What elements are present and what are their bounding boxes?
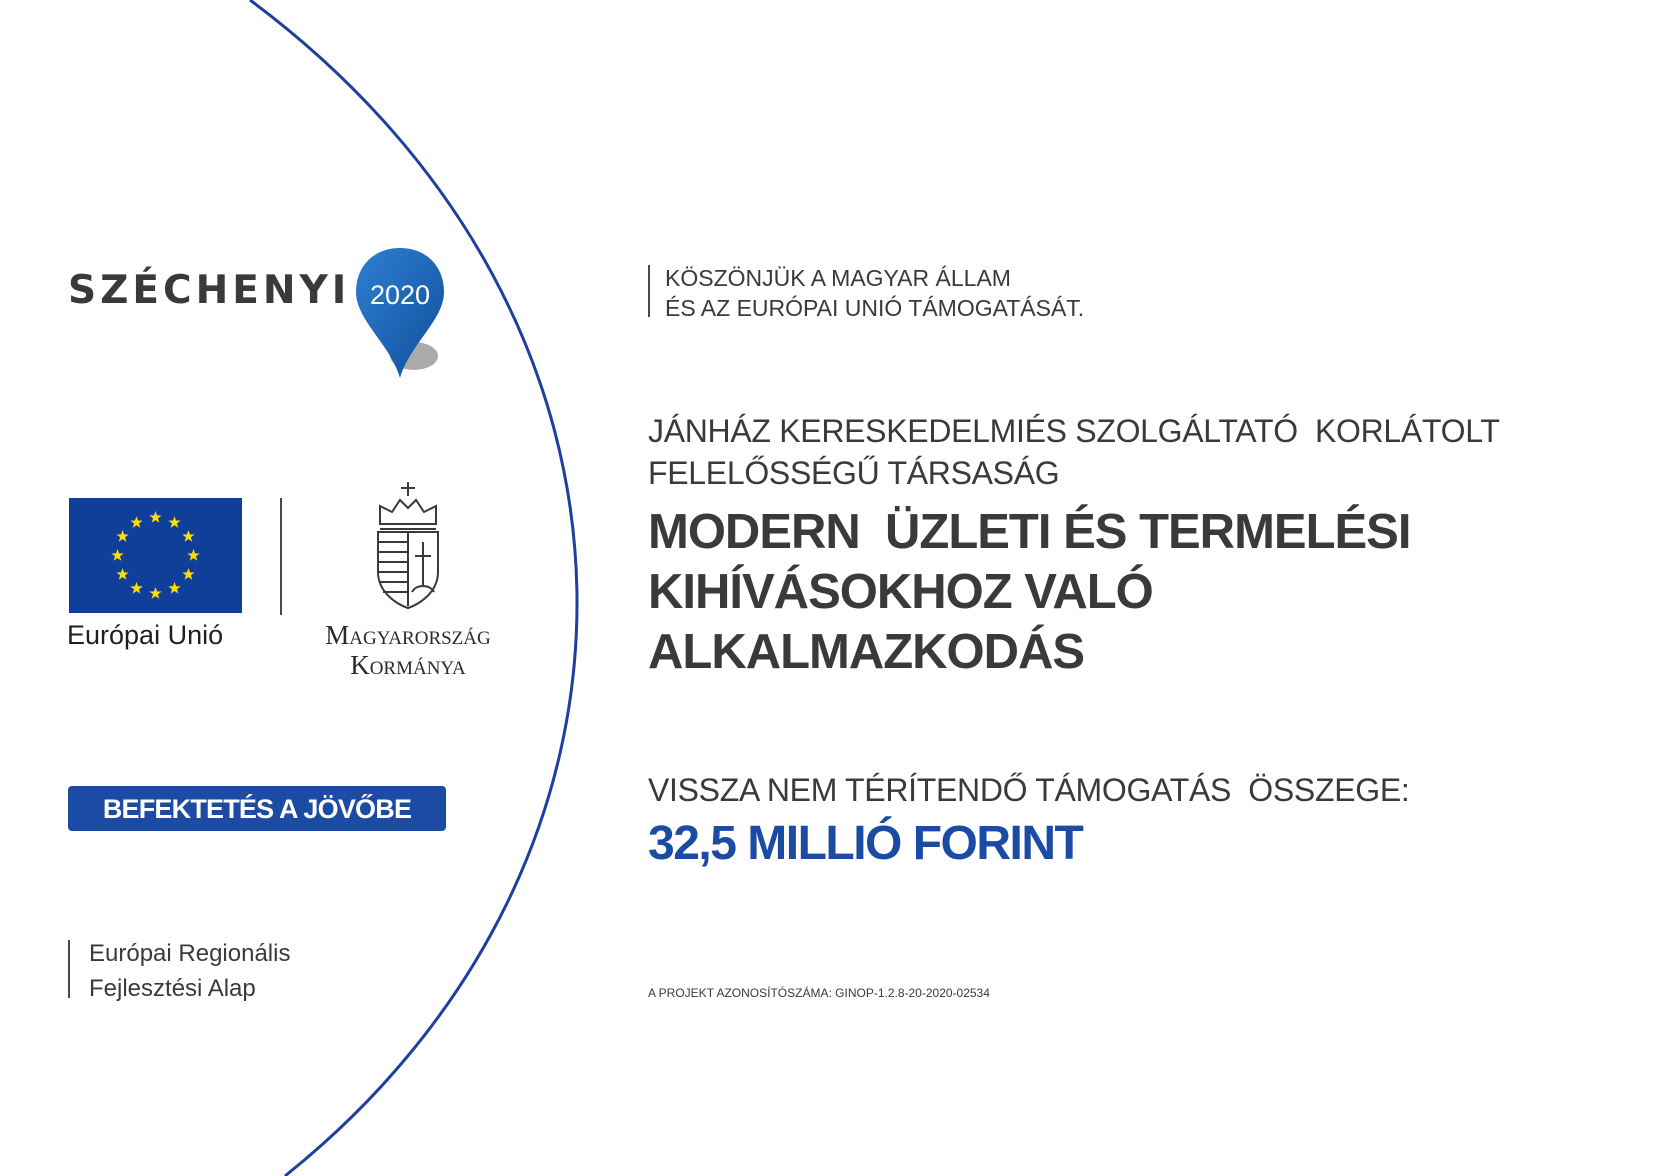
eu-star-icon: [130, 516, 142, 528]
project-id: A PROJEKT AZONOSÍTÓSZÁMA: GINOP-1.2.8-20-2020-02534: [648, 986, 990, 1000]
title-line-1: MODERN ÜZLETI ÉS TERMELÉSI: [648, 505, 1411, 559]
title-line-2: KIHÍVÁSOKHOZ VALÓ: [648, 565, 1153, 619]
thanks-line-1: KÖSZÖNJÜK A MAGYAR ÁLLAM: [665, 265, 1011, 291]
support-label: VISSZA NEM TÉRÍTENDŐ TÁMOGATÁS ÖSSZEGE:: [648, 772, 1410, 808]
eu-star-icon: [168, 516, 180, 528]
program-year: 2020: [369, 280, 431, 310]
support-amount: 32,5 MILLIÓ FORINT: [648, 817, 1083, 870]
eu-star-icon: [130, 582, 142, 594]
eu-star-icon: [182, 568, 194, 580]
eu-star-icon: [116, 568, 128, 580]
company-line-1: JÁNHÁZ KERESKEDELMIÉS SZOLGÁLTATÓ KORLÁTOLT: [648, 413, 1500, 449]
slogan-badge: BEFEKTETÉS A JÖVŐBE: [68, 786, 446, 831]
eu-star-icon: [116, 530, 128, 542]
government-label: [300, 620, 516, 680]
fund-divider: [68, 940, 70, 998]
logo-divider: [280, 498, 282, 615]
eu-star-icon: [149, 587, 161, 599]
eu-star-icon: [168, 582, 180, 594]
gov-line-1: Magyarország: [325, 620, 491, 650]
thanks-divider: [648, 265, 650, 317]
project-title: [648, 502, 1410, 682]
eu-star-icon: [182, 530, 194, 542]
fund-line-2: Fejlesztési Alap: [89, 975, 256, 1002]
title-line-3: ALKALMAZKODÁS: [648, 625, 1085, 679]
coat-of-arms-icon: [370, 480, 446, 610]
program-name: SZÉCHENYI: [68, 268, 351, 313]
eu-flag: [69, 498, 242, 613]
eu-star-icon: [149, 511, 161, 523]
eu-stars-icon: [69, 498, 242, 613]
eu-label: Európai Unió: [67, 620, 224, 650]
gov-line-2: Kormánya: [350, 650, 466, 680]
company-name: [648, 410, 1500, 494]
thanks-line-2: ÉS AZ EURÓPAI UNIÓ TÁMOGATÁSÁT.: [665, 295, 1085, 321]
location-pin-icon: [352, 244, 452, 384]
eu-star-icon: [187, 549, 199, 561]
thanks-text: [665, 263, 1084, 323]
fund-name: [89, 936, 290, 1006]
fund-line-1: Európai Regionális: [89, 940, 291, 967]
eu-star-icon: [111, 549, 123, 561]
company-line-2: FELELŐSSÉGŰ TÁRSASÁG: [648, 455, 1060, 491]
